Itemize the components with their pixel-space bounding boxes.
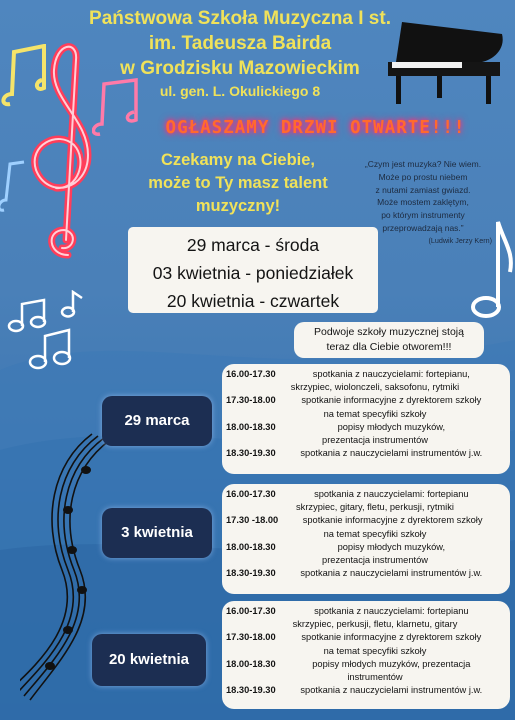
schedule-text-cont: na temat specyfiki szkoły	[323, 408, 427, 419]
schedule-time: 17.30-18.00	[226, 395, 276, 406]
schedule-20-kwietnia	[222, 601, 510, 709]
schedule-text: spotkania z nauczycielami: fortepianu	[314, 489, 469, 499]
headline: OGŁASZAMY DRZWI OTWARTE!!!	[165, 118, 466, 138]
schedule-text: spotkania z nauczycielami instrumentów j.w.	[300, 568, 483, 579]
quote-line: po którym instrumenty	[381, 210, 465, 221]
schedule-text: spotkania z nauczycielami instrumentów j.w.	[300, 448, 483, 459]
invite-text	[122, 149, 354, 218]
schedule-text-cont: instrumentów	[347, 672, 403, 683]
day-pill-29-marca: 29 marca	[102, 396, 212, 446]
schedule-time: 16.00-17.30	[226, 369, 276, 379]
schedule-text: spotkania z nauczycielami: fortepianu	[314, 606, 469, 616]
school-header	[60, 6, 420, 101]
schedule-time: 16.00-17.30	[226, 606, 276, 616]
schedule-3-kwietnia	[222, 484, 510, 594]
schedule-row	[226, 567, 502, 580]
schedule-text: popisy młodych muzyków, prezentacja	[312, 658, 471, 669]
schedule-row	[226, 605, 502, 618]
schedule-row	[226, 658, 502, 671]
school-city: w Grodzisku Mazowieckim	[120, 58, 360, 79]
schedule-time: 18.30-19.30	[226, 448, 276, 459]
schedule-row	[226, 447, 502, 460]
schedule-time: 18.30-19.30	[226, 685, 276, 696]
schedule-text: spotkanie informacyjne z dyrektorem szkoły	[302, 515, 483, 526]
schedule-text: spotkanie informacyjne z dyrektorem szkoły	[301, 395, 482, 406]
schedule-text: popisy młodych muzyków,	[337, 541, 446, 552]
date-line: 03 kwietnia - poniedziałek	[152, 263, 354, 283]
schedule-text: spotkanie informacyjne z dyrektorem szkoły	[301, 632, 482, 643]
schedule-row	[226, 421, 502, 434]
schedule-text-cont: na temat specyfiki szkoły	[323, 645, 427, 656]
schedule-time: 17.30 -18.00	[226, 515, 279, 526]
schedule-row	[226, 541, 502, 554]
day-pill-3-kwietnia: 3 kwietnia	[102, 508, 212, 558]
invite-line: muzyczny!	[195, 197, 281, 215]
schedule-time: 17.30-18.00	[226, 632, 276, 643]
music-note-blue-icon	[0, 160, 28, 220]
schedule-time: 16.00-17.30	[226, 489, 276, 499]
schedule-text-cont: skrzypiec, wiolonczeli, saksofonu, rytmiki	[290, 382, 460, 393]
quote-line: z nutami zamiast gwiazd.	[375, 184, 471, 195]
double-notes-icon	[4, 290, 84, 375]
schedule-text-cont: skrzypiec, perkusji, fletu, klarnetu, gitary	[292, 619, 458, 630]
quote-line: „Czym jest muzyka? Nie wiem.	[364, 159, 482, 169]
welcome-box	[294, 322, 484, 358]
welcome-line: Podwoje szkoły muzycznej stoją	[314, 326, 464, 338]
schedule-row	[226, 514, 502, 527]
music-note-icon	[0, 44, 50, 114]
schedule-29-marca	[222, 364, 510, 474]
schedule-text: spotkania z nauczycielami: fortepianu,	[312, 369, 470, 379]
quote-author: (Ludwik Jerzy Kern)	[428, 235, 492, 245]
school-address: ul. gen. L. Okulickiego 8	[159, 83, 321, 99]
quote-line: Może po prostu niebem	[378, 171, 468, 182]
schedule-text-cont: prezentacja instrumentów	[322, 435, 428, 446]
schedule-text-cont: prezentacja instrumentów	[322, 555, 428, 566]
day-pill-20-kwietnia: 20 kwietnia	[92, 634, 206, 686]
schedule-row	[226, 394, 502, 407]
schedule-row	[226, 684, 502, 697]
schedule-row	[226, 488, 502, 501]
schedule-time: 18.00-18.30	[226, 658, 276, 669]
welcome-line: teraz dla Ciebie otworem!!!	[326, 341, 452, 353]
schedule-time: 18.00-18.30	[226, 541, 276, 552]
schedule-time: 18.00-18.30	[226, 421, 276, 432]
schedule-text: popisy młodych muzyków,	[337, 421, 446, 432]
quote-line: Może mostem zaklętym,	[377, 197, 469, 208]
schedule-row	[226, 631, 502, 644]
invite-line: może to Ty masz talent	[148, 174, 328, 192]
schedule-time: 18.30-19.30	[226, 568, 276, 579]
date-line: 20 kwietnia - czwartek	[166, 291, 340, 311]
school-name: Państwowa Szkoła Muzyczna I st.	[89, 8, 391, 29]
schedule-row	[226, 368, 502, 381]
schedule-text-cont: na temat specyfiki szkoły	[323, 528, 427, 539]
dates-box	[128, 227, 378, 313]
school-patron: im. Tadeusza Bairda	[148, 33, 332, 54]
invite-line: Czekamy na Ciebie,	[160, 151, 316, 169]
date-line: 29 marca - środa	[186, 235, 320, 255]
schedule-text-cont: skrzypiec, gitary, fletu, perkusji, rytmiki	[296, 502, 454, 513]
schedule-text: spotkania z nauczycielami instrumentów j.w.	[300, 685, 483, 696]
quote-line: przeprowadzają nas.”	[382, 222, 464, 233]
